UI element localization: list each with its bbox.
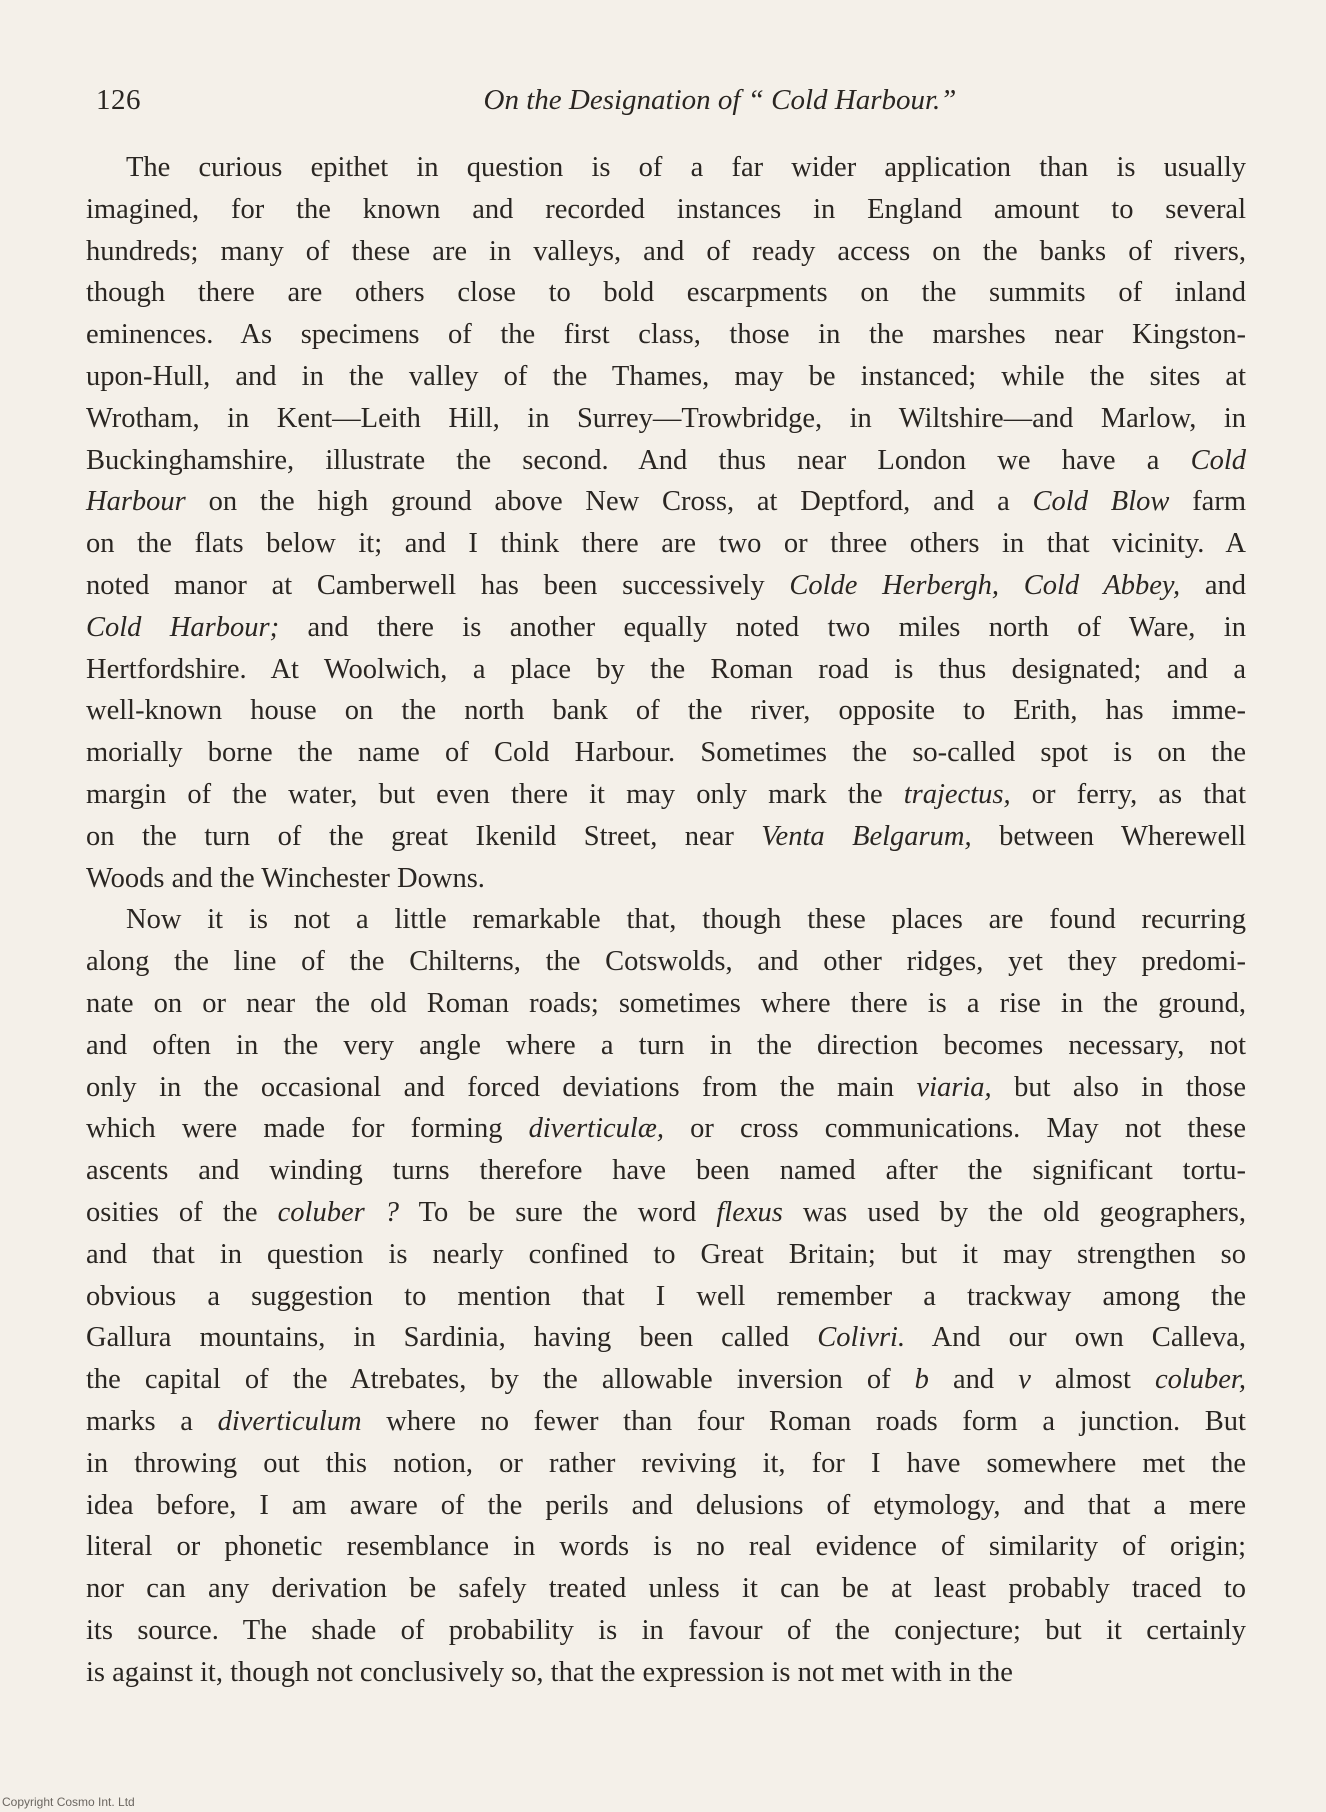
italic-text: viaria, bbox=[916, 1071, 992, 1103]
text-run: hundreds; many of these are in valleys, and of ready access on the banks of rivers, bbox=[86, 235, 1246, 267]
text-run: but also in those bbox=[991, 1071, 1247, 1103]
text-line bbox=[86, 1276, 1246, 1318]
text-line bbox=[86, 147, 1246, 189]
text-run: imagined, for the known and recorded instances in England amount to several bbox=[86, 193, 1246, 225]
text-run: literal or phonetic resemblance in words is no real evidence of similarity of origin; bbox=[86, 1531, 1246, 1563]
text-run: Wrotham, in Kent—Leith Hill, in Surrey—Trowbridge, in Wiltshire—and Marlow, in bbox=[86, 402, 1246, 434]
text-run: And our own Calleva, bbox=[905, 1322, 1246, 1354]
text-run: Gallura mountains, in Sardinia, having been called bbox=[86, 1322, 818, 1354]
italic-text: Cold Blow bbox=[1032, 486, 1170, 518]
text-line bbox=[86, 440, 1246, 482]
text-run: farm bbox=[1169, 486, 1246, 518]
text-run: eminences. As specimens of the first class, those in the marshes near Kingston- bbox=[86, 319, 1246, 351]
italic-text: diverticulum bbox=[217, 1405, 362, 1437]
text-line bbox=[86, 649, 1246, 691]
text-run: its source. The shade of probability is in favour of the conjecture; but it certainly bbox=[86, 1614, 1246, 1646]
text-run: and often in the very angle where a turn in the direction becomes necessary, not bbox=[86, 1029, 1246, 1061]
text-run: nor can any derivation be safely treated unless it can be at least probably traced to bbox=[86, 1573, 1246, 1605]
italic-text: b bbox=[914, 1364, 929, 1396]
text-line bbox=[86, 1192, 1246, 1234]
text-line bbox=[86, 983, 1246, 1025]
text-line bbox=[86, 565, 1246, 607]
text-line bbox=[86, 1234, 1246, 1276]
text-run: morially borne the name of Cold Harbour. Sometimes the so-called spot is on the bbox=[86, 737, 1246, 769]
text-run: though there are others close to bold escarpments on the summits of inland bbox=[86, 277, 1246, 309]
text-run: and bbox=[928, 1364, 1019, 1396]
text-line bbox=[86, 1359, 1246, 1401]
text-run: on the flats below it; and I think there are two or three others in that vicinity. A bbox=[86, 528, 1246, 560]
text-run: or ferry, as that bbox=[1010, 778, 1246, 810]
text-run: To be sure the word bbox=[399, 1196, 717, 1228]
text-line bbox=[86, 1443, 1246, 1485]
text-line bbox=[86, 607, 1246, 649]
italic-text: coluber, bbox=[1154, 1364, 1246, 1396]
text-line bbox=[86, 732, 1246, 774]
text-run: Buckinghamshire, illustrate the second. And thus near London we have a bbox=[86, 444, 1191, 476]
text-line bbox=[86, 314, 1246, 356]
text-line bbox=[86, 774, 1246, 816]
text-run: and there is another equally noted two miles north of Ware, in bbox=[279, 611, 1246, 643]
page-number: 126 bbox=[96, 84, 141, 116]
text-line bbox=[86, 899, 1246, 941]
text-run: upon-Hull, and in the valley of the Thames, may be instanced; while the sites at bbox=[86, 360, 1246, 392]
text-line bbox=[86, 1526, 1246, 1568]
italic-text: Cold bbox=[1190, 444, 1246, 476]
text-line bbox=[86, 1067, 1246, 1109]
text-line bbox=[86, 523, 1246, 565]
text-line bbox=[86, 1150, 1246, 1192]
text-run: obvious a suggestion to mention that I well remember a trackway among the bbox=[86, 1280, 1246, 1312]
text-run: on the turn of the great Ikenild Street, near bbox=[86, 820, 762, 852]
text-line bbox=[86, 1025, 1246, 1067]
text-run: or cross communications. May not these bbox=[663, 1113, 1246, 1145]
text-run: and bbox=[1180, 569, 1246, 601]
text-run: nate on or near the old Roman roads; sometimes where there is a rise in the ground, bbox=[86, 987, 1246, 1019]
text-run: almost bbox=[1030, 1364, 1155, 1396]
text-run: well-known house on the north bank of the river, opposite to Erith, has imme- bbox=[86, 695, 1246, 727]
text-run: only in the occasional and forced deviations from the main bbox=[86, 1071, 917, 1103]
text-run: Woods and the Winchester Downs. bbox=[86, 862, 485, 894]
text-run: on the high ground above New Cross, at Deptford, and a bbox=[185, 486, 1033, 518]
italic-text: diverticulæ, bbox=[528, 1113, 664, 1145]
paragraph bbox=[86, 899, 1246, 1693]
paragraph bbox=[86, 147, 1246, 899]
italic-text: Venta Belgarum, bbox=[761, 820, 972, 852]
text-line bbox=[86, 189, 1246, 231]
text-run: is against it, though not conclusively so, that the expression is not met with in the bbox=[86, 1656, 1013, 1688]
text-run: Hertfordshire. At Woolwich, a place by the Roman road is thus designated; and a bbox=[86, 653, 1246, 685]
text-line bbox=[86, 398, 1246, 440]
text-run: ascents and winding turns therefore have been named after the significant tortu- bbox=[86, 1155, 1246, 1187]
italic-text: Cold Harbour; bbox=[86, 611, 280, 643]
text-run: where no fewer than four Roman roads form a junction. But bbox=[361, 1405, 1246, 1437]
text-run: the capital of the Atrebates, by the allowable inversion of bbox=[86, 1364, 915, 1396]
italic-text: Harbour bbox=[86, 486, 186, 518]
italic-text: v bbox=[1018, 1364, 1031, 1396]
text-run: The curious epithet in question is of a far wider application than is usually bbox=[126, 152, 1246, 183]
text-line bbox=[86, 690, 1246, 732]
text-line bbox=[86, 356, 1246, 398]
text-run: noted manor at Camberwell has been successively bbox=[86, 569, 790, 601]
text-line bbox=[86, 1108, 1246, 1150]
italic-text: Colivri. bbox=[817, 1322, 906, 1354]
body-text bbox=[86, 147, 1246, 1693]
text-line bbox=[86, 272, 1246, 314]
text-run: along the line of the Chilterns, the Cotswolds, and other ridges, yet they predomi- bbox=[86, 946, 1246, 978]
text-run: and that in question is nearly confined to Great Britain; but it may strengthen so bbox=[86, 1238, 1246, 1270]
text-line bbox=[86, 231, 1246, 273]
text-run: margin of the water, but even there it may only mark the bbox=[86, 778, 904, 810]
text-run: in throwing out this notion, or rather reviving it, for I have somewhere met the bbox=[86, 1447, 1246, 1479]
text-run: Now it is not a little remarkable that, though these places are found recurring bbox=[126, 904, 1246, 936]
text-line bbox=[86, 1610, 1246, 1652]
text-line bbox=[86, 816, 1246, 858]
italic-text: Colde Herbergh, Cold Abbey, bbox=[789, 569, 1181, 601]
text-line bbox=[86, 1401, 1246, 1443]
text-run: between Wherewell bbox=[971, 820, 1246, 852]
text-line bbox=[86, 481, 1246, 523]
italic-text: trajectus, bbox=[903, 778, 1011, 810]
copyright-notice: Copyright Cosmo Int. Ltd bbox=[2, 1795, 135, 1809]
text-run: osities of the bbox=[86, 1196, 278, 1228]
text-line bbox=[86, 858, 1246, 900]
text-run: was used by the old geographers, bbox=[782, 1196, 1246, 1228]
text-line bbox=[86, 941, 1246, 983]
text-run: which were made for forming bbox=[86, 1113, 529, 1145]
text-line bbox=[86, 1568, 1246, 1610]
text-run: marks a bbox=[86, 1405, 218, 1437]
text-line bbox=[86, 1652, 1246, 1694]
text-line bbox=[86, 1485, 1246, 1527]
text-run: idea before, I am aware of the perils and delusions of etymology, and that a mere bbox=[86, 1489, 1246, 1521]
italic-text: coluber ? bbox=[277, 1196, 400, 1228]
running-title: On the Designation of “ Cold Harbour.” bbox=[483, 84, 957, 116]
text-line bbox=[86, 1317, 1246, 1359]
italic-text: flexus bbox=[716, 1196, 783, 1228]
